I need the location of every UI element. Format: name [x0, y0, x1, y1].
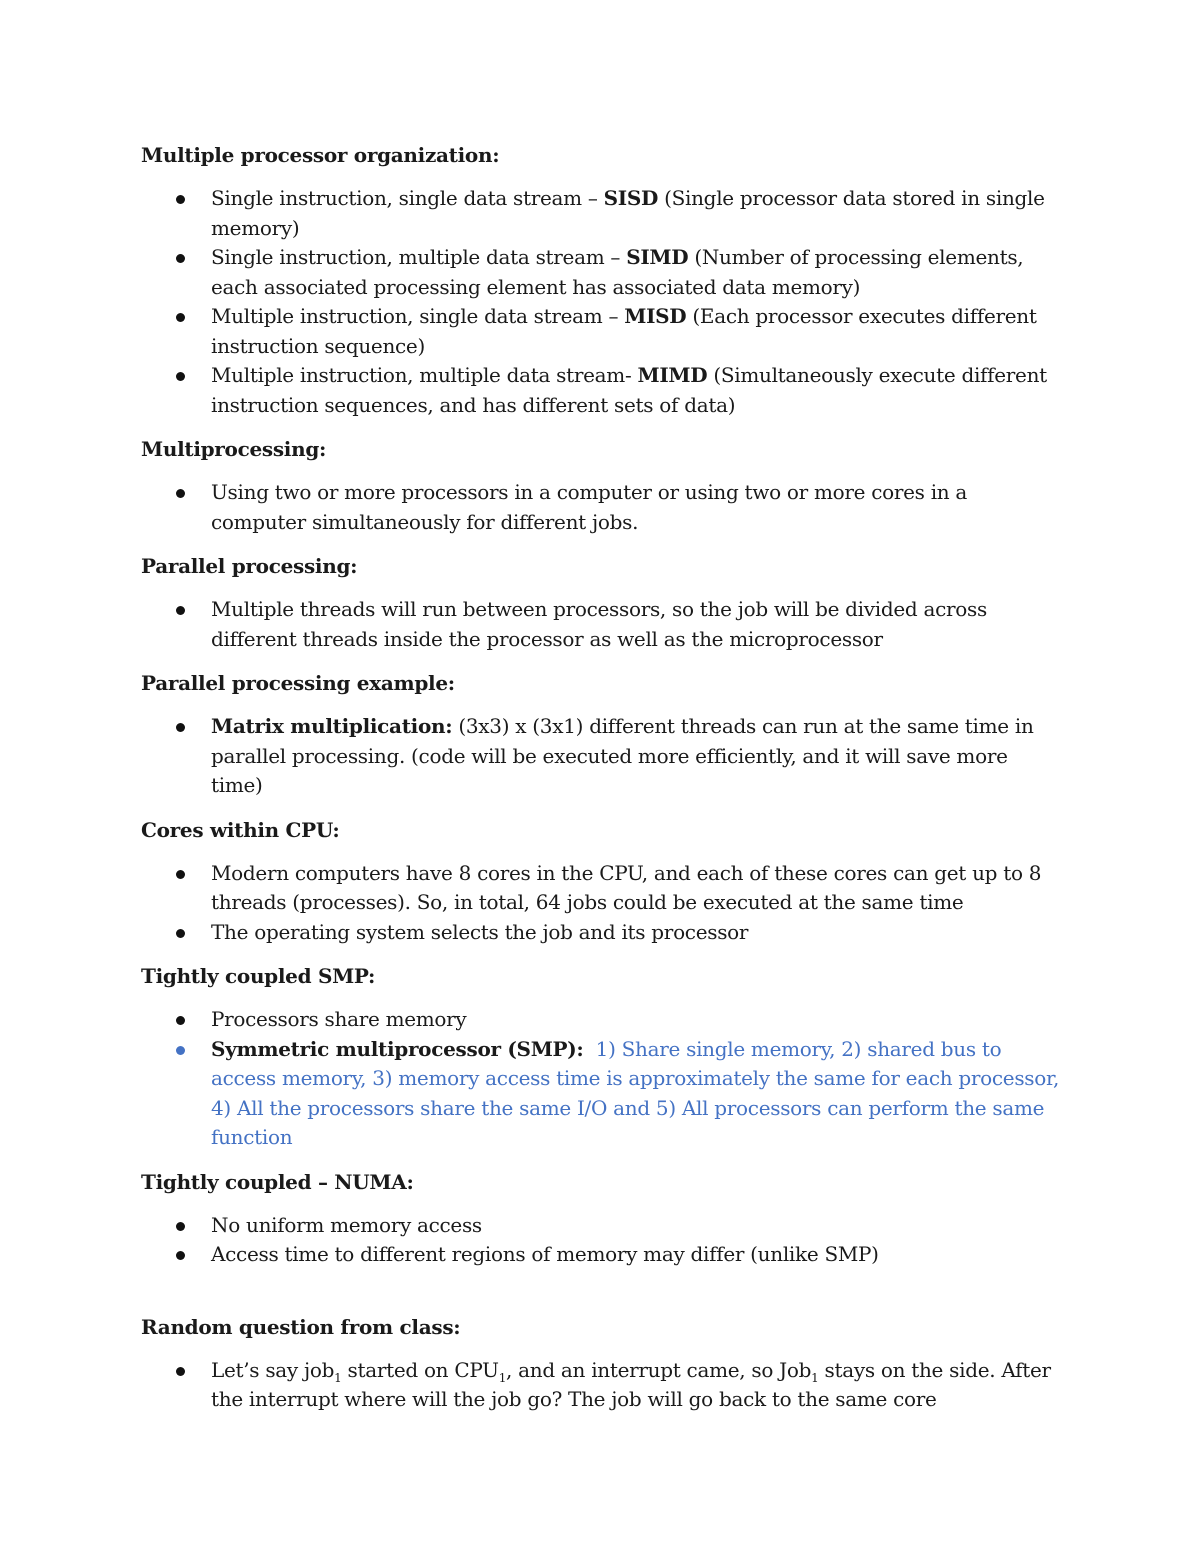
list-cores-within-cpu	[141, 859, 1061, 948]
list-item	[141, 595, 1061, 654]
list-tightly-coupled-numa	[141, 1211, 1061, 1270]
list-tightly-coupled-smp	[141, 1005, 1061, 1153]
subscript: 1	[498, 1370, 507, 1385]
item-bold-term: MISD	[624, 304, 687, 328]
bullet-icon	[176, 1046, 185, 1055]
item-text: Multiple instruction, multiple data stream-	[211, 363, 638, 387]
heading-multiprocessing: Multiprocessing:	[141, 437, 327, 461]
item-text: (Number of processing elements, each associated processing element has associated data memory)	[211, 245, 1024, 299]
item-text: Multiple threads will run between processors, so the job will be divided across different threads inside the processor as well as the microprocessor	[211, 597, 987, 651]
item-bold-term: Symmetric multiprocessor (SMP):	[211, 1036, 584, 1061]
item-text: (3x3) x (3x1) different threads can run at the same time in parallel processing. (code will be executed more efficiently, and it will save more time)	[211, 714, 1034, 797]
list-item	[141, 918, 1061, 948]
list-item	[141, 243, 1061, 302]
item-text: Multiple instruction, single data stream –	[211, 304, 625, 328]
list-parallel-processing-example	[141, 712, 1061, 801]
list-item	[141, 1356, 1061, 1415]
item-bold-term: MIMD	[637, 363, 708, 387]
bullet-icon	[176, 195, 185, 204]
item-text: started on CPU	[341, 1357, 499, 1382]
item-text: (Simultaneously execute different instruction sequences, and has different sets of data)	[211, 363, 1047, 417]
list-item	[141, 478, 1061, 537]
item-text: Single instruction, multiple data stream –	[211, 245, 627, 269]
list-item	[141, 1211, 1061, 1241]
heading-tightly-coupled-numa: Tightly coupled – NUMA:	[141, 1169, 414, 1194]
bullet-icon	[176, 723, 185, 732]
bullet-icon	[176, 254, 185, 263]
bullet-icon	[176, 929, 185, 938]
list-random-question	[141, 1356, 1061, 1415]
list-parallel-processing	[141, 595, 1061, 654]
bullet-icon	[176, 372, 185, 381]
item-text: , and an interrupt came, so Job	[506, 1357, 812, 1382]
item-bold-term: SIMD	[626, 245, 689, 269]
list-item	[141, 184, 1061, 243]
item-text: (Single processor data stored in single memory)	[211, 186, 1045, 240]
item-bold-term: SISD	[603, 186, 659, 210]
list-item	[141, 1035, 1061, 1153]
item-highlighted-text: 1) Share single memory, 2) shared bus to access memory, 3) memory access time is approximately the same for each processor, 4) All the processors share the same I/O and 5) All processors can perform the same function	[211, 1036, 1060, 1149]
item-bold-term: Matrix multiplication:	[211, 714, 453, 738]
item-text: Let’s say job	[211, 1357, 335, 1382]
item-text: Access time to different regions of memory may differ (unlike SMP)	[211, 1242, 879, 1266]
list-item	[141, 859, 1061, 918]
item-text: stays on the side. After the interrupt where will the job go? The job will go back to the same core	[211, 1357, 1051, 1411]
subscript: 1	[811, 1370, 819, 1385]
item-text: Using two or more processors in a computer or using two or more cores in a computer simultaneously for different jobs.	[211, 480, 968, 534]
heading-parallel-processing-example: Parallel processing example:	[141, 671, 455, 695]
heading-parallel-processing: Parallel processing:	[141, 554, 358, 578]
bullet-icon	[176, 1222, 185, 1231]
heading-multiple-processor-organization: Multiple processor organization:	[141, 143, 500, 167]
bullet-icon	[176, 870, 185, 879]
list-multiprocessing	[141, 478, 1061, 537]
list-item	[141, 712, 1061, 801]
bullet-icon	[176, 313, 185, 322]
item-text: No uniform memory access	[211, 1212, 482, 1237]
item-text: Modern computers have 8 cores in the CPU, and each of these cores can get up to 8 threads (processes). So, in total, 64 jobs could be executed at the same time	[211, 860, 1042, 914]
list-item	[141, 1240, 1061, 1270]
list-multiple-processor-organization	[141, 184, 1061, 420]
heading-cores-within-cpu: Cores within CPU:	[141, 817, 340, 842]
subscript: 1	[334, 1370, 342, 1385]
heading-random-question: Random question from class:	[141, 1314, 461, 1339]
item-text: (Each processor executes different instruction sequence)	[211, 304, 1037, 358]
item-text: Processors share memory	[211, 1007, 467, 1031]
list-item	[141, 302, 1061, 361]
bullet-icon	[176, 606, 185, 615]
list-item	[141, 361, 1061, 420]
item-text: The operating system selects the job and its processor	[211, 919, 749, 944]
bullet-icon	[176, 1367, 185, 1376]
heading-tightly-coupled-smp: Tightly coupled SMP:	[141, 964, 376, 988]
document-page	[141, 140, 1061, 1429]
item-text: Single instruction, single data stream –	[211, 186, 604, 210]
bullet-icon	[176, 489, 185, 498]
list-item	[141, 1005, 1061, 1035]
bullet-icon	[176, 1016, 185, 1025]
bullet-icon	[176, 1251, 185, 1260]
